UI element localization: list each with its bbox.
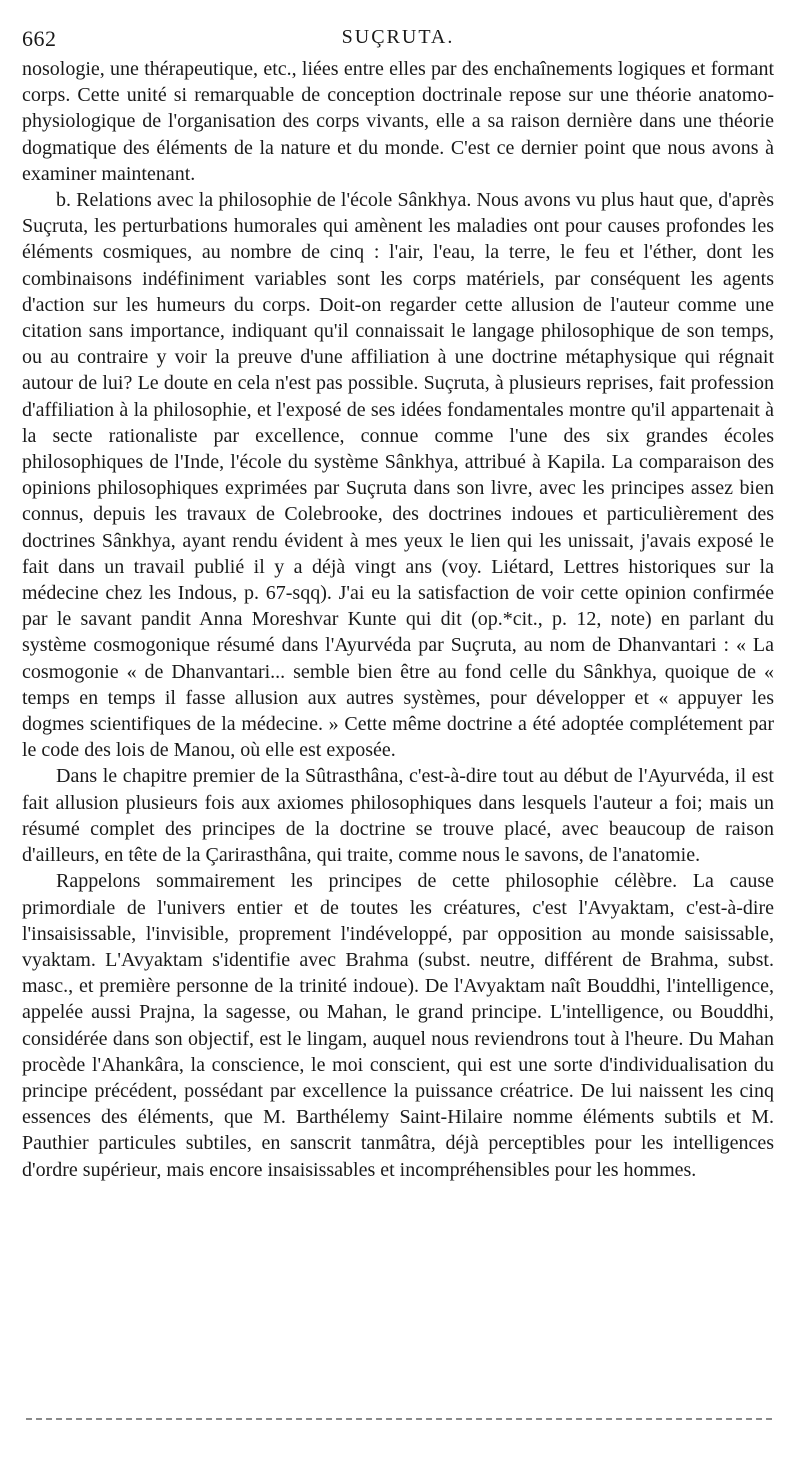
book-page bbox=[22, 22, 774, 1183]
footer-rule bbox=[26, 1418, 772, 1420]
paragraph-sankhya-relations: b. Relations avec la philosophie de l'école Sânkhya. Nous avons vu plus haut que, d'après Suçruta, les perturbations humorales qui amènent les maladies ont pour causes profondes les éléments cosmiques, au nombre de cinq : l'air, l'eau, la terre, le feu et l'éther, dont les combinaisons indéfiniment variables sont les corps matériels, par conséquent les agents d'action sur les humeurs du corps. Doit-on regarder cette allusion de l'auteur comme une citation sans importance, indiquant qu'il connaissait le langage philosophique de son temps, ou au contraire y voir la preuve d'une affiliation à une doctrine métaphysique qui régnait autour de lui? Le doute en cela n'est pas possible. Suçruta, à plusieurs reprises, fait profession d'affiliation à la philosophie, et l'exposé de ses idées fondamentales montre qu'il appartenait à la secte rationaliste par excellence, connue comme l'une des six grandes écoles philosophiques de l'Inde, l'école du système Sânkhya, attribué à Kapila. La comparaison des opinions philosophiques exprimées par Suçruta dans son livre, avec les principes assez bien connus, depuis les travaux de Colebrooke, des doctrines indoues et particulièrement des doctrines Sânkhya, ayant rendu évident à mes yeux le lien qui les unissait, j'avais exposé le fait dans un travail publié il y a déjà vingt ans (voy. Liétard, Lettres historiques sur la médecine chez les Indous, p. 67-sqq). J'ai eu la satisfaction de voir cette opinion confirmée par le savant pandit Anna Moreshvar Kunte qui dit (op.*cit., p. 12, note) en parlant du système cosmogonique résumé dans l'Ayurvéda par Suçruta, au nom de Dhanvantari : « La cosmogonie « de Dhanvantari... semble bien être au fond celle du Sânkhya, quoique de « temps en temps il fasse allusion aux autres systèmes, pour développer et « appuyer les dogmes scientifiques de la médecine. » Cette même doctrine a été adoptée complétement par le code des lois de Manou, où elle est exposée. bbox=[22, 189, 774, 762]
paragraph-intro: nosologie, une thérapeutique, etc., liées entre elles par des enchaînements logiques et formant corps. Cette unité si remarquable de conception doctrinale repose sur une théorie anatomo-physiologique de l'organisation des corps vivants, elle a sa raison dernière dans une théorie dogmatique des éléments de la nature et du monde. C'est ce dernier point que nous avons à examiner maintenant. bbox=[22, 58, 774, 185]
page-header bbox=[22, 22, 774, 56]
paragraph-principles: Rappelons sommairement les principes de cette philosophie célèbre. La cause primordiale de l'univers entier et de toutes les créatures, c'est l'Avyaktam, c'est-à-dire l'insaisissable, l'invisible, proprement l'indéveloppé, par opposition au monde saisissable, vyaktam. L'Avyaktam s'identifie avec Brahma (subst. neutre, différent de Brahma, subst. masc., et première personne de la trinité indoue). De l'Avyaktam naît Bouddhi, l'intelligence, appelée aussi Prajna, la sagesse, ou Mahan, le grand principe. L'intelligence, ou Bouddhi, considérée dans son objectif, est le lingam, auquel nous reviendrons tout à l'heure. Du Mahan procède l'Ahankâra, la conscience, le moi conscient, qui est une sorte d'individualisation du principe précédent, possédant par excellence la puissance créatrice. De lui naissent les cinq essences des éléments, que M. Barthélemy Saint-Hilaire nomme éléments subtils et M. Pauthier particules subtiles, en sanscrit tanmâtra, déjà perceptibles pour les intelligences d'ordre supérieur, mais encore insaisissables et incompréhensibles pour les hommes. bbox=[22, 870, 774, 1181]
page-number: 662 bbox=[22, 26, 57, 51]
running-title: SUÇRUTA. bbox=[341, 26, 455, 48]
paragraph-sutrasthana: Dans le chapitre premier de la Sûtrasthâna, c'est-à-dire tout au début de l'Ayurvéda, il est fait allusion plusieurs fois aux axiomes philosophiques dans lesquels l'auteur a foi; mais un résumé complet des principes de la doctrine se trouve placé, avec beaucoup de raison d'ailleurs, en tête de la Çarirasthâna, qui traite, comme nous le savons, de l'anatomie. bbox=[22, 765, 774, 867]
